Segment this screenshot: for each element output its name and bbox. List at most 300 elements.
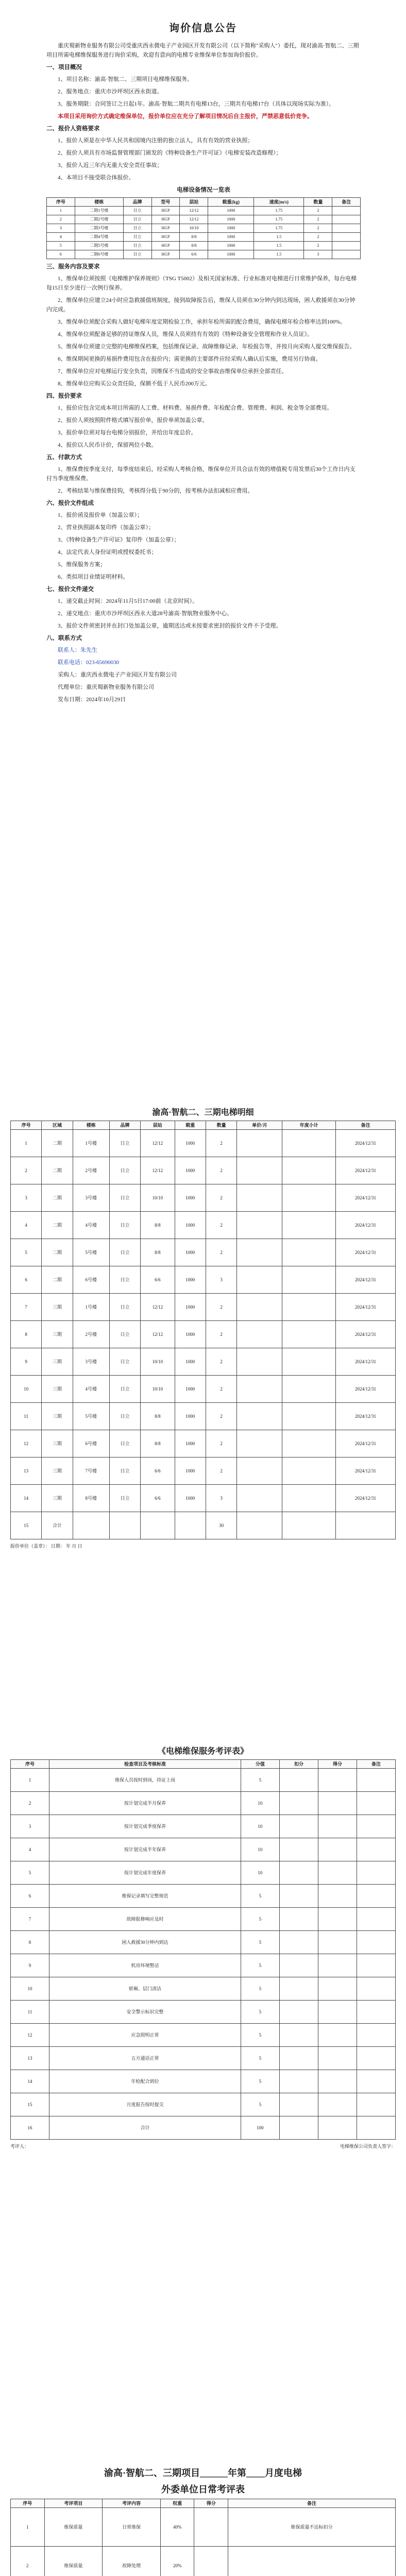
table-cell: 1 <box>11 1769 49 1792</box>
table-cell: 1000 <box>175 1184 206 1212</box>
table-cell: 3 <box>11 1184 42 1212</box>
table-cell <box>279 2116 318 2140</box>
table-cell: 2 <box>11 2547 45 2576</box>
table-cell: 2 <box>304 233 332 242</box>
table-cell: 2 <box>206 1157 236 1184</box>
column-header: 单价/月 <box>237 1121 282 1130</box>
table-cell: 12 <box>11 2024 49 2047</box>
table-row <box>47 233 361 242</box>
table-cell: 二期4号楼 <box>75 233 123 242</box>
table-cell: 2024/12/31 <box>336 1348 396 1376</box>
table-cell: HGP <box>151 224 180 233</box>
table-header-row <box>11 1760 396 1769</box>
table-row <box>47 224 361 233</box>
table-cell <box>282 1212 336 1239</box>
table-row <box>11 2001 396 2024</box>
table-cell <box>237 1403 282 1430</box>
documents-line: 5、维保服务方案； <box>58 562 106 568</box>
table-cell: 按计划完成年度保养 <box>49 1861 241 1885</box>
table-cell: 8 <box>11 1321 42 1348</box>
table-cell <box>282 1130 336 1157</box>
vendor-table <box>10 2499 396 2576</box>
table-cell <box>318 2024 357 2047</box>
table-cell: 二期6号楼 <box>75 250 123 259</box>
table-cell <box>279 2047 318 2070</box>
table-cell <box>279 1838 318 1861</box>
table-cell: 1.75 <box>254 215 304 224</box>
table-cell: HGP <box>151 250 180 259</box>
table-cell: 8/8 <box>141 1239 175 1266</box>
table-cell: 13 <box>11 1458 42 1485</box>
table-header-row <box>11 2499 396 2508</box>
table-cell: 12/12 <box>141 1294 175 1321</box>
table-cell: 1000 <box>175 1266 206 1294</box>
table-cell: 40% <box>160 2508 194 2547</box>
table-cell <box>318 2093 357 2116</box>
table-cell: 4 <box>11 1838 49 1861</box>
table-cell: 日立 <box>109 1485 140 1512</box>
table-cell: 10/10 <box>141 1376 175 1403</box>
table-cell: 月度报告按时提交 <box>49 2093 241 2116</box>
table-cell <box>332 250 361 259</box>
table-cell: 11 <box>11 2001 49 2024</box>
table-cell: 1000 <box>175 1239 206 1266</box>
column-header: 载重(kg) <box>208 198 254 207</box>
table-cell: 年检配合到位 <box>49 2070 241 2093</box>
table-cell <box>279 2024 318 2047</box>
table-cell <box>141 1512 175 1539</box>
table-cell: 5 <box>11 1861 49 1885</box>
table-row <box>11 1512 396 1539</box>
table-cell <box>282 1321 336 1348</box>
table-cell: 日立 <box>123 233 151 242</box>
table-cell <box>279 1977 318 2001</box>
table-row <box>11 2047 396 2070</box>
table-cell <box>279 1769 318 1792</box>
table-cell: 三期 <box>42 1294 73 1321</box>
table-cell: 合计 <box>42 1512 73 1539</box>
table-cell <box>357 2116 395 2140</box>
table-cell <box>357 1792 395 1815</box>
table-cell: 3 <box>206 1485 236 1512</box>
table-cell <box>279 1908 318 1931</box>
table-cell: 三期 <box>42 1321 73 1348</box>
table-cell <box>228 2547 396 2576</box>
table-cell: 5 <box>241 2093 279 2116</box>
table-cell: 三期 <box>42 1348 73 1376</box>
table-cell: 4号楼 <box>73 1376 109 1403</box>
payment-line: 2、考核结果与维保费挂钩，考核得分低于90分的，按考核办法扣减相应费用。 <box>58 488 253 494</box>
table-cell: 2 <box>206 1184 236 1212</box>
contact-line: 发布日期：2024年10月29日 <box>58 697 126 703</box>
table-cell: 1000 <box>208 250 254 259</box>
table-cell <box>279 1931 318 1954</box>
table-cell: 1000 <box>175 1403 206 1430</box>
table-cell: 10/10 <box>141 1348 175 1376</box>
submit-line: 1、递交截止时间：2024年11月5日17:00前（北京时间）。 <box>58 598 198 604</box>
table-cell: 7号楼 <box>73 1458 109 1485</box>
table-cell: 3号楼 <box>73 1184 109 1212</box>
table-cell: 8号楼 <box>73 1485 109 1512</box>
table-cell: 日立 <box>109 1184 140 1212</box>
table-cell <box>357 1931 395 1954</box>
qualification-line: 1、报价人须是在中华人民共和国境内注册的独立法人，具有有效的营业执照； <box>58 138 253 144</box>
table-cell: 8/8 <box>141 1212 175 1239</box>
table-cell <box>357 1954 395 1977</box>
table-row <box>11 1908 396 1931</box>
table-cell: 100 <box>241 2116 279 2140</box>
check-footer-left: 考评人： <box>10 2144 29 2149</box>
table-cell: 2 <box>206 1130 236 1157</box>
quote-table <box>10 1121 396 1539</box>
table-cell <box>332 242 361 250</box>
table-cell <box>318 1861 357 1885</box>
table-row <box>11 1321 396 1348</box>
table-cell: 三期 <box>42 1376 73 1403</box>
table-cell <box>282 1430 336 1458</box>
table-cell: 2 <box>304 242 332 250</box>
table-cell: 三期 <box>42 1430 73 1458</box>
table-row <box>47 215 361 224</box>
table-cell: 12 <box>11 1430 42 1458</box>
table-cell: 3号楼 <box>73 1348 109 1376</box>
table-row <box>11 2547 396 2576</box>
check-footer-right: 电梯维保公司负责人签字： <box>340 2144 396 2149</box>
column-header: 序号 <box>11 1121 42 1130</box>
column-header: 数量 <box>206 1121 236 1130</box>
contact-line: 联系电话：023-65690030 <box>58 659 120 666</box>
table-cell: 2024/12/31 <box>336 1294 396 1321</box>
project-line: 2、服务地点：重庆市沙坪坝区西永街道。 <box>58 89 163 95</box>
table-cell: 11 <box>11 1403 42 1430</box>
equipment-table <box>46 197 361 259</box>
table-cell <box>237 1376 282 1403</box>
table-row <box>11 1212 396 1239</box>
documents-line: 3、《特种设备生产许可证》复印件（加盖公章）； <box>58 537 180 543</box>
table-cell: 5号楼 <box>73 1403 109 1430</box>
table-cell: 7 <box>11 1908 49 1931</box>
scope-line: 1、维保单位须按照《电梯维护保养规则》（TSG T5002）及相关国家标准、行业标准对电梯进行日常维护保养，每台电梯每15日至少进行一次例行保养。 <box>46 276 357 291</box>
table-cell <box>282 1376 336 1403</box>
table-cell: 15 <box>11 2093 49 2116</box>
column-header: 得分 <box>194 2499 228 2508</box>
table-cell: 日立 <box>123 224 151 233</box>
table-cell <box>357 1838 395 1861</box>
table-row <box>47 250 361 259</box>
table-cell <box>318 1908 357 1931</box>
table-cell <box>318 1792 357 1815</box>
table-cell: 日立 <box>109 1239 140 1266</box>
payment-heading: 五、付款方式 <box>46 454 82 461</box>
table-cell: 5 <box>11 1239 42 1266</box>
table-cell: 5 <box>241 1769 279 1792</box>
documents-heading: 六、报价文件组成 <box>46 500 94 506</box>
table-cell: 维保质量 <box>44 2508 103 2547</box>
table-cell: 2号楼 <box>73 1157 109 1184</box>
column-header: 备注 <box>332 198 361 207</box>
table-cell: 6号楼 <box>73 1266 109 1294</box>
column-header: 区域 <box>42 1121 73 1130</box>
table-cell <box>318 2047 357 2070</box>
table-cell: 二期 <box>42 1184 73 1212</box>
table-cell: 二期5号楼 <box>75 242 123 250</box>
column-header: 检查项目及考核标准 <box>49 1760 241 1769</box>
table-cell <box>318 1769 357 1792</box>
table-cell: 按计划完成半月保养 <box>49 1792 241 1815</box>
table-cell: 故障处理 <box>103 2547 161 2576</box>
vendor-subtitle: 外委单位日常考评表 <box>161 2484 245 2495</box>
table-cell <box>73 1512 109 1539</box>
table-row <box>11 1130 396 1157</box>
table-cell <box>279 2093 318 2116</box>
column-header: 品牌 <box>123 198 151 207</box>
qualification-line: 3、报价人近三年内无重大安全责任事故； <box>58 162 163 168</box>
column-header: 扣分 <box>279 1760 318 1769</box>
table-cell: 8/8 <box>141 1403 175 1430</box>
table-cell: HGP <box>151 242 180 250</box>
table-row <box>11 1838 396 1861</box>
column-header: 分值 <box>241 1760 279 1769</box>
table-cell: 三期 <box>42 1403 73 1430</box>
table-cell: 8/8 <box>180 233 208 242</box>
table-cell: 2024/12/31 <box>336 1266 396 1294</box>
table-row <box>11 1977 396 2001</box>
table-cell: 日立 <box>123 215 151 224</box>
table-row <box>11 1885 396 1908</box>
table-cell <box>332 233 361 242</box>
table-cell: 维保质量 <box>44 2547 103 2576</box>
table-cell <box>357 2047 395 2070</box>
table-cell: HGP <box>151 207 180 215</box>
table-cell: 1 <box>47 207 75 215</box>
table-cell: 4 <box>11 1212 42 1239</box>
table-row <box>11 1954 396 1977</box>
table-cell: 1000 <box>208 215 254 224</box>
table-cell: 2024/12/31 <box>336 1458 396 1485</box>
table-cell: 二期 <box>42 1157 73 1184</box>
table-cell <box>357 2093 395 2116</box>
table-cell: 1.5 <box>254 250 304 259</box>
table-cell: 10 <box>11 1977 49 2001</box>
table-cell: 8 <box>11 1931 49 1954</box>
table-cell: 1000 <box>208 224 254 233</box>
column-header: 楼栋 <box>73 1121 109 1130</box>
table-cell: 2024/12/31 <box>336 1485 396 1512</box>
table-cell <box>332 207 361 215</box>
table-cell: 1000 <box>175 1294 206 1321</box>
table-cell: 二期 <box>42 1266 73 1294</box>
table-row <box>11 1184 396 1212</box>
table-row <box>11 2116 396 2140</box>
column-header: 备注 <box>336 1121 396 1130</box>
qualification-line: 4、本项目不接受联合体报价。 <box>58 175 134 181</box>
column-header: 序号 <box>11 1760 49 1769</box>
table-cell <box>357 1977 395 2001</box>
table-cell: 1000 <box>175 1430 206 1458</box>
table-cell: 5 <box>47 242 75 250</box>
column-header: 层站 <box>141 1121 175 1130</box>
table-cell: 5 <box>241 1977 279 2001</box>
table-cell: 20% <box>160 2547 194 2576</box>
table-cell: 5 <box>241 1954 279 1977</box>
table-cell: 2024/12/31 <box>336 1157 396 1184</box>
table-cell: 三期 <box>42 1458 73 1485</box>
table-cell <box>357 1815 395 1838</box>
table-cell <box>357 2024 395 2047</box>
table-row <box>11 1861 396 1885</box>
table-cell: 2 <box>206 1376 236 1403</box>
table-cell: 日立 <box>109 1430 140 1458</box>
table-cell <box>282 1184 336 1212</box>
table-cell: 安全警示标识完整 <box>49 2001 241 2024</box>
documents-line: 2、营业执照副本复印件（加盖公章）； <box>58 524 154 531</box>
table-cell <box>237 1184 282 1212</box>
table-cell: 日立 <box>109 1212 140 1239</box>
table-cell: 12/12 <box>141 1321 175 1348</box>
column-header: 序号 <box>11 2499 45 2508</box>
table-cell: 6/6 <box>141 1485 175 1512</box>
table-cell: 5 <box>241 1885 279 1908</box>
check-footer <box>10 2143 396 2149</box>
table-cell <box>282 1239 336 1266</box>
column-header: 数量 <box>304 198 332 207</box>
documents-line: 6、类似项目业绩证明材料。 <box>58 574 129 580</box>
qualification-heading: 二、报价人资格要求 <box>46 126 100 132</box>
table-cell <box>318 1885 357 1908</box>
table-cell: 10 <box>11 1376 42 1403</box>
table-cell: 7 <box>11 1294 42 1321</box>
table-cell: 日立 <box>123 207 151 215</box>
payment-line: 1、维保费按季度支付，每季度结束后，经采购人考核合格，维保单位开具合法有效的增值税专用发票后30个工作日内支付当季度维保费。 <box>46 466 356 482</box>
table-cell <box>357 2001 395 2024</box>
table-row <box>11 1430 396 1458</box>
table-cell: 12/12 <box>141 1157 175 1184</box>
documents-line: 1、报价函及报价单（加盖公章）； <box>58 512 143 518</box>
table-cell <box>332 215 361 224</box>
table-cell: 二期 <box>42 1212 73 1239</box>
table-cell: 5号楼 <box>73 1239 109 1266</box>
table-cell: HGP <box>151 215 180 224</box>
price-line: 1、报价应包含完成本项目所需的人工费、材料费、易损件费、年检配合费、管理费、利润、税金等全部费用。 <box>58 405 333 411</box>
scope-line: 2、维保单位应建立24小时应急救援值班制度，接到故障报告后，维保人员须在30分钟内到达现场，困人救援须在30分钟内完成。 <box>46 297 356 313</box>
table-row <box>11 2093 396 2116</box>
contact-line: 代理单位：重庆蜀新物业服务有限公司 <box>58 684 154 690</box>
table-cell: 1.5 <box>254 242 304 250</box>
table-cell <box>336 1512 396 1539</box>
table-cell: 2 <box>206 1348 236 1376</box>
table-cell: 12/12 <box>180 207 208 215</box>
table-cell: 2 <box>206 1239 236 1266</box>
table-cell: 日立 <box>109 1157 140 1184</box>
table-cell: 4号楼 <box>73 1212 109 1239</box>
table-cell: 机房环境整洁 <box>49 1954 241 1977</box>
table-cell: 10/10 <box>180 224 208 233</box>
table-cell: 6/6 <box>141 1266 175 1294</box>
table-cell: 5 <box>241 1908 279 1931</box>
table-row <box>11 1485 396 1512</box>
table-cell <box>279 1792 318 1815</box>
table-cell <box>282 1294 336 1321</box>
table-cell: 1000 <box>175 1212 206 1239</box>
table-cell: 10/10 <box>141 1184 175 1212</box>
table-cell: 日立 <box>109 1130 140 1157</box>
scope-line: 5、维保单位须建立完整的电梯维保档案，包括维保记录、故障维修记录、年检报告等，并按月向采购人提交维保报告。 <box>58 344 356 350</box>
equipment-table-title: 电梯设备情况一览表 <box>177 187 230 193</box>
table-row <box>11 1769 396 1792</box>
vendor-sheet <box>10 2463 396 2576</box>
table-cell <box>237 1458 282 1485</box>
table-header-row <box>47 198 361 207</box>
table-cell: 按计划完成半年保养 <box>49 1838 241 1861</box>
table-cell: 应急照明正常 <box>49 2024 241 2047</box>
table-row <box>47 242 361 250</box>
table-cell: 1000 <box>175 1485 206 1512</box>
vendor-title: 渝高·智航二、三期项目______年第____月度电梯 <box>104 2468 302 2478</box>
table-cell <box>279 1885 318 1908</box>
check-table <box>10 1759 396 2140</box>
table-cell: 三期 <box>42 1485 73 1512</box>
table-cell: 10 <box>241 1861 279 1885</box>
column-header: 楼栋 <box>75 198 123 207</box>
table-cell <box>194 2508 228 2547</box>
column-header: 型号 <box>151 198 180 207</box>
table-cell <box>194 2547 228 2576</box>
table-cell <box>282 1157 336 1184</box>
table-cell <box>318 2116 357 2140</box>
table-cell: 2 <box>206 1430 236 1458</box>
table-cell <box>318 1977 357 2001</box>
column-header: 得分 <box>318 1760 357 1769</box>
table-cell: 1000 <box>175 1157 206 1184</box>
table-cell: 2024/12/31 <box>336 1403 396 1430</box>
table-cell: 6/6 <box>141 1458 175 1485</box>
table-cell: 8/8 <box>141 1430 175 1458</box>
table-row <box>11 1403 396 1430</box>
table-row <box>11 1157 396 1184</box>
table-cell: 1.5 <box>254 233 304 242</box>
price-heading: 四、报价要求 <box>46 393 82 399</box>
table-cell <box>237 1239 282 1266</box>
scope-line: 7、维保单位应对电梯运行安全负责，因维保不当造成的安全事故由维保单位承担全部责任。 <box>58 368 287 375</box>
table-cell: 2 <box>206 1403 236 1430</box>
table-row <box>11 2070 396 2093</box>
submit-heading: 七、报价文件递交 <box>46 586 94 592</box>
table-cell: 维保记录填写完整规范 <box>49 1885 241 1908</box>
table-row <box>11 1376 396 1403</box>
notice-warning: 本项目采用询价方式确定维保单位，报价单位应在充分了解项目情况后自主报价，严禁恶意低价竞争。 <box>58 113 313 120</box>
table-cell: 6号楼 <box>73 1430 109 1458</box>
table-cell: 1 <box>11 2508 45 2547</box>
table-cell: 6 <box>11 1885 49 1908</box>
table-cell: 6 <box>47 250 75 259</box>
table-cell <box>237 1485 282 1512</box>
table-cell: 2024/12/31 <box>336 1212 396 1239</box>
table-cell <box>357 1769 395 1792</box>
table-cell: 6/6 <box>180 250 208 259</box>
scope-line: 3、维保单位须配合采购人做好电梯年度定期检验工作，承担年检所需的配合费用，确保电梯年检合格率达到100%。 <box>58 319 346 325</box>
notice-body <box>46 41 361 707</box>
table-row <box>11 1348 396 1376</box>
table-cell: 10 <box>241 1815 279 1838</box>
table-cell: 1.75 <box>254 224 304 233</box>
table-cell <box>282 1403 336 1430</box>
table-cell: 3 <box>206 1266 236 1294</box>
table-cell <box>237 1430 282 1458</box>
table-cell: 日立 <box>123 242 151 250</box>
table-cell: 日立 <box>109 1403 140 1430</box>
table-row <box>11 1792 396 1815</box>
table-cell: 12/12 <box>180 215 208 224</box>
